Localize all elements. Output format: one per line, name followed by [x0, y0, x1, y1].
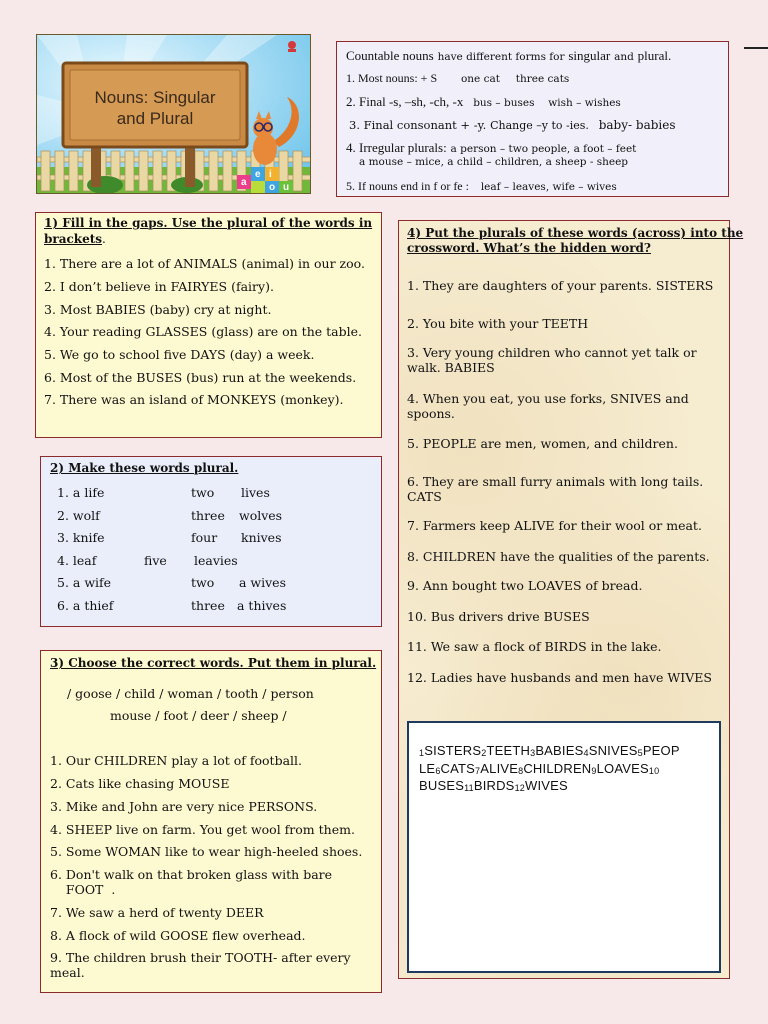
- crossword-line-1: [419, 743, 680, 758]
- exercise-3-item-7: 7. We saw a herd of twenty DEER: [50, 905, 264, 920]
- exercise-4-title-line2: crossword. What’s the hidden word?: [407, 241, 651, 255]
- exercise-2-word-4: 4. leaf: [57, 553, 97, 568]
- rules-intro-b: have different forms for: [437, 51, 565, 63]
- exercise-1-item-7: 7. There was an island of MONKEYS (monkey).: [44, 392, 344, 407]
- exercise-1-title-brackets: brackets: [44, 232, 103, 246]
- exercise-3-box: [40, 650, 382, 993]
- sign-text: [70, 87, 240, 129]
- exercise-4-item-10: 10. Bus drivers drive BUSES: [407, 609, 590, 624]
- crossword-line-3: [419, 778, 568, 793]
- exercise-4-item-5: 5. PEOPLE are men, women, and children.: [407, 436, 678, 451]
- rule-5-text: 5. If nouns end in f or fe :: [346, 179, 469, 193]
- rule-2: [346, 94, 621, 110]
- exercise-1-item-3: 3. Most BABIES (baby) cry at night.: [44, 302, 272, 317]
- exercise-4-item-4-cont: spoons.: [407, 406, 455, 421]
- rule-4-example-a: a person – two people, a foot – feet: [450, 143, 637, 155]
- exercise-3-title: 3) Choose the correct words. Put them in plural.: [50, 656, 377, 670]
- crossword-box: [407, 721, 721, 973]
- exercise-1-box: [35, 212, 382, 438]
- clue-number: 12: [514, 783, 525, 793]
- crossword-word: BABIES: [535, 743, 584, 758]
- crossword-word: CATS: [440, 761, 476, 776]
- exercise-1-item-6: 6. Most of the BUSES (bus) run at the weekends.: [44, 370, 357, 385]
- sign-line-2: and Plural: [116, 109, 194, 128]
- rules-intro-e: plural.: [637, 48, 672, 63]
- rule-1-example-a: one cat: [460, 73, 500, 85]
- exercise-4-item-1: 1. They are daughters of your parents. SISTERS: [407, 278, 714, 293]
- block-i: i: [269, 169, 272, 180]
- exercise-2-num-6: three: [191, 598, 225, 613]
- crossword-word: BUSES: [419, 778, 465, 793]
- exercise-3-item-4: 4. SHEEP live on farm. You get wool from them.: [50, 822, 355, 837]
- exercise-4-item-2: 2. You bite with your TEETH: [407, 316, 589, 331]
- exercise-2-answer-1: lives: [241, 485, 270, 500]
- rule-3: [349, 118, 676, 132]
- rule-3-example: baby- babies: [598, 118, 676, 132]
- rule-5-example: leaf – leaves, wife – wives: [480, 181, 617, 193]
- block-u: u: [283, 182, 290, 193]
- clue-number: 10: [648, 766, 660, 776]
- exercise-2-answer-2: wolves: [239, 508, 283, 523]
- exercise-2-num-4: five: [144, 553, 167, 568]
- exercise-1-item-2: 2. I don’t believe in FAIRYES (fairy).: [44, 279, 274, 294]
- rule-2-example-a: bus – buses: [473, 97, 535, 109]
- rule-4: [346, 140, 636, 156]
- block-o: o: [269, 182, 276, 193]
- exercise-4-item-3: 3. Very young children who cannot yet talk or: [407, 345, 697, 360]
- rule-3-text: 3. Final consonant + -y.: [349, 118, 487, 132]
- rules-intro: [346, 48, 671, 64]
- exercise-4-item-11: 11. We saw a flock of BIRDS in the lake.: [407, 639, 662, 654]
- crossword-word: SNIVES: [588, 743, 638, 758]
- exercise-3-item-8: 8. A flock of wild GOOSE flew overhead.: [50, 928, 306, 943]
- crossword-word: LOAVES: [596, 761, 649, 776]
- exercise-4-box: [398, 220, 744, 979]
- clue-number: 8: [518, 766, 524, 776]
- exercise-3-item-9: 9. The children brush their TOOTH- after every: [50, 950, 351, 965]
- crossword-line-2: [419, 761, 659, 776]
- exercise-2-answer-4: leavies: [194, 553, 238, 568]
- rule-2-example-b: wish – wishes: [548, 97, 621, 109]
- exercise-2-word-2: 2. wolf: [57, 508, 100, 523]
- exercise-2-num-5: two: [191, 575, 215, 590]
- clue-number: 1: [419, 748, 425, 758]
- clue-number: 11: [464, 783, 474, 793]
- exercise-2-word-3: 3. knife: [57, 530, 105, 545]
- exercise-4-item-9: 9. Ann bought two LOAVES of bread.: [407, 578, 643, 593]
- exercise-1-title-line2: [44, 232, 106, 246]
- exercise-3-item-5: 5. Some WOMAN like to wear high-heeled shoes.: [50, 844, 363, 859]
- exercise-4-item-6-cont: CATS: [407, 489, 442, 504]
- clue-number: 4: [583, 748, 589, 758]
- rule-1: [346, 71, 569, 86]
- exercise-3-item-9-cont: meal.: [50, 965, 85, 980]
- exercise-2-num-3: four: [191, 530, 218, 545]
- exercise-2-word-6: 6. a thief: [57, 598, 114, 613]
- rule-2-text: 2. Final -s, –sh, -ch, -x: [346, 94, 464, 109]
- block-a: a: [241, 177, 247, 188]
- edge-dash: [744, 47, 768, 49]
- rules-box: [336, 41, 729, 197]
- clue-number: 9: [591, 766, 597, 776]
- crossword-word: LE: [419, 761, 436, 776]
- exercise-2-num-2: three: [191, 508, 225, 523]
- exercise-2-title: 2) Make these words plural.: [50, 461, 239, 475]
- exercise-1-title-tail: .: [102, 232, 106, 246]
- exercise-3-item-6-cont: FOOT .: [50, 882, 116, 897]
- exercise-2-answer-5: a wives: [239, 575, 286, 590]
- exercise-4-item-3-cont: walk. BABIES: [407, 360, 495, 375]
- clue-number: 6: [435, 766, 441, 776]
- crossword-word: PEOP: [642, 743, 680, 758]
- rule-5: [346, 179, 617, 194]
- rule-1-text: 1. Most nouns: + S: [346, 71, 438, 85]
- exercise-2-word-5: 5. a wife: [57, 575, 112, 590]
- crossword-word: TEETH: [486, 743, 531, 758]
- block-e: e: [255, 169, 261, 180]
- exercise-4-item-6: 6. They are small furry animals with long tails.: [407, 474, 704, 489]
- rule-1-example-b: three cats: [515, 73, 570, 85]
- word-bank-line-2: mouse / foot / deer / sheep /: [110, 708, 287, 723]
- exercise-1-item-4: 4. Your reading GLASSES (glass) are on the table.: [44, 324, 362, 339]
- rules-intro-d: and: [614, 51, 634, 63]
- exercise-1-item-1: 1. There are a lot of ANIMALS (animal) in our zoo.: [44, 256, 365, 271]
- exercise-2-answer-6: a thives: [237, 598, 287, 613]
- exercise-3-item-3: 3. Mike and John are very nice PERSONS.: [50, 799, 318, 814]
- exercise-4-title-line1: 4) Put the plurals of these words (across) into the: [407, 226, 744, 240]
- exercise-2-num-1: two: [191, 485, 215, 500]
- exercise-2-word-1: 1. a life: [57, 485, 105, 500]
- exercise-4-item-12: 12. Ladies have husbands and men have WIVES: [407, 670, 712, 685]
- crossword-word: BIRDS: [473, 778, 515, 793]
- clue-number: 3: [530, 748, 536, 758]
- sign-line-1: Nouns: Singular: [94, 88, 216, 107]
- exercise-3-item-2: 2. Cats like chasing MOUSE: [50, 776, 230, 791]
- exercise-3-item-1: 1. Our CHILDREN play a lot of football.: [50, 753, 303, 768]
- rules-intro-c: singular: [568, 48, 611, 63]
- exercise-2-box: [40, 456, 382, 627]
- exercise-1-item-5: 5. We go to school five DAYS (day) a week.: [44, 347, 315, 362]
- rule-4-text: 4. Irregular plurals:: [346, 140, 447, 155]
- clue-number: 7: [475, 766, 481, 776]
- exercise-4-item-7: 7. Farmers keep ALIVE for their wool or meat.: [407, 518, 702, 533]
- clue-number: 5: [637, 748, 643, 758]
- crossword-word: SISTERS: [424, 743, 482, 758]
- exercise-2-answer-3: knives: [241, 530, 282, 545]
- crossword-word: WIVES: [524, 778, 568, 793]
- rule-4-example-b: a mouse – mice, a child – children, a sheep - sheep: [359, 156, 629, 168]
- clue-number: 2: [481, 748, 487, 758]
- rule-3-change: Change –y to -ies.: [490, 119, 589, 132]
- rules-intro-a: Countable nouns: [346, 48, 434, 63]
- exercise-1-title-line1: 1) Fill in the gaps. Use the plural of the words in: [44, 216, 373, 230]
- exercise-4-item-8: 8. CHILDREN have the qualities of the parents.: [407, 549, 710, 564]
- crossword-word: CHILDREN: [523, 761, 592, 776]
- exercise-3-item-6: 6. Don't walk on that broken glass with bare: [50, 867, 333, 882]
- word-bank-line-1: / goose / child / woman / tooth / person: [67, 686, 314, 701]
- exercise-4-item-4: 4. When you eat, you use forks, SNIVES and: [407, 391, 689, 406]
- logo-icon: [288, 41, 296, 52]
- crossword-word: ALIVE: [480, 761, 519, 776]
- title-illustration: [36, 34, 311, 194]
